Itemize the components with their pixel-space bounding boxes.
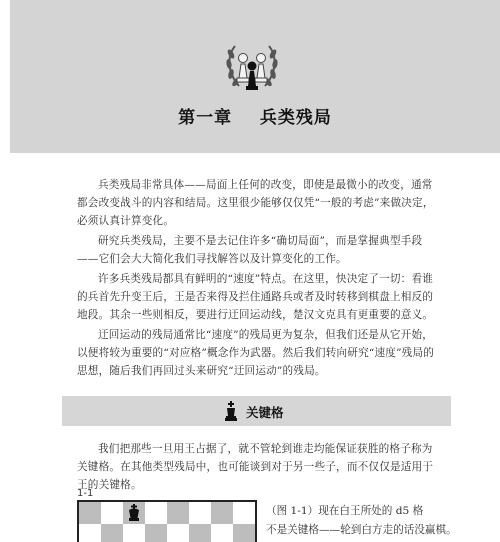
square-e7 [167,524,189,542]
intro-paragraph-1: 兵类残局非常具体——局面上任何的改变，即使是最微小的改变，通常都会改变战斗的内容和结局。这里很少能够仅仅凭“一般的考虑”来做决定，必须认真计算变化。 [77,179,434,227]
figure-caption-line-1: （图 1-1）现在白王所处的 d5 格 [266,505,424,517]
square-f7 [189,524,211,542]
chess-board [77,500,257,542]
chess-king-icon [224,401,238,421]
chess-board-grid [79,502,255,542]
figure-caption-line-2: 不是关键格——轮到白方走的话没赢棋。 [266,524,457,536]
square-b7 [101,524,123,542]
chapter-header [10,0,500,153]
square-h7 [233,524,255,542]
chess-laurel-emblem-icon [221,34,283,94]
section-paragraph: 我们把那些一旦用王占据了，就不管轮到谁走均能保证获胜的格子称为关键格。在其他类型残局中，也可能谈到对于另一些子，而不仅仅是适用于王的关键格。 [77,443,434,491]
square-g8 [211,502,233,524]
square-g7 [211,524,233,542]
intro-paragraph-2: 研究兵类残局，主要不是去记住许多“确切局面”，而是掌握典型手段——它们会大大简化我们寻找解答以及计算变化的工作。 [77,235,423,265]
square-a8 [79,502,101,524]
intro-paragraph-4: 迂回运动的残局通常比“速度”的残局更为复杂，但我们还是从它开始，以便将较为重要的“对应格”概念作为武器。然后我们转向研究“速度”残局的思想，随后我们再回过头来研究“迂回运动”的残局。 [77,329,435,377]
square-c8 [123,502,145,524]
black-king-icon [127,504,141,522]
section-heading-bar [62,396,451,426]
figure-label: 1-1 [77,488,94,499]
square-d7 [145,524,167,542]
square-b8 [101,502,123,524]
square-e8 [167,502,189,524]
square-h8 [233,502,255,524]
section-title: 关键格 [246,405,284,420]
square-c7 [123,524,145,542]
square-d8 [145,502,167,524]
square-a7 [79,524,101,542]
intro-paragraph-3: 许多兵类残局都具有鲜明的“速度”特点。在这里，快决定了一切：看谁的兵首先升变王后，王是否来得及拦住通路兵或者及时转移到棋盘上相反的地段。其余一些则相反，要进行迂回运动线，楚汉文克具有更重要的意义。 [77,273,434,321]
square-f8 [189,502,211,524]
chapter-title: 第一章 兵类残局 [178,108,332,128]
